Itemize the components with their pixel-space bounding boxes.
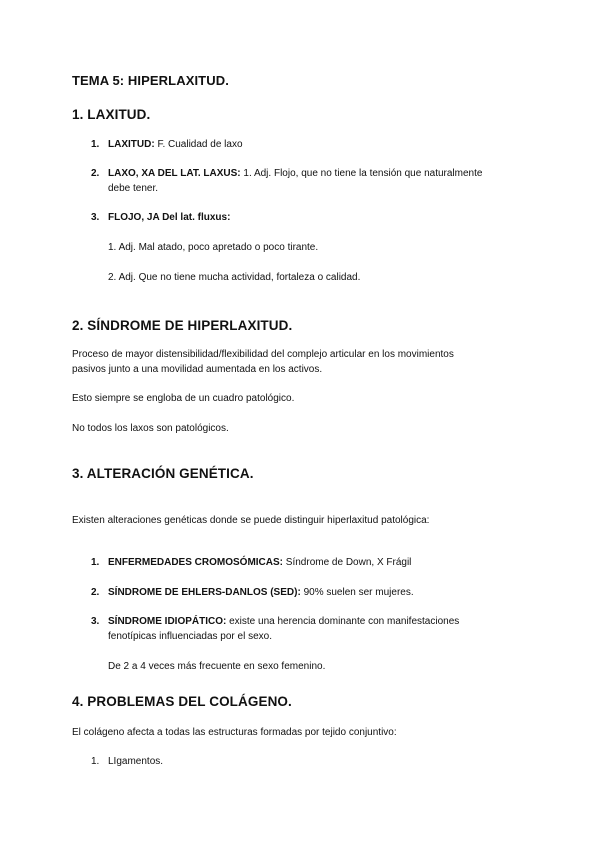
list-item [108, 137, 243, 152]
term: LAXITUD: [108, 139, 155, 150]
list-number: 1. [91, 139, 100, 150]
paragraph-line: pasivos junto a una movilidad aumentada en los activos. [72, 364, 323, 375]
list-number: 2. [91, 168, 100, 179]
list-item [108, 614, 459, 629]
term: SÍNDROME IDIOPÁTICO: [108, 616, 227, 627]
term: FLOJO, JA Del lat. fluxus: [108, 212, 231, 223]
page-title: TEMA 5: HIPERLAXITUD. [72, 73, 229, 88]
section-heading-sindrome: 2. SÍNDROME DE HIPERLAXITUD. [72, 318, 293, 333]
definition: existe una herencia dominante con manifestaciones [226, 616, 460, 627]
list-item [108, 210, 230, 225]
definition: 1. Adj. Flojo, que no tiene la tensión que naturalmente [240, 168, 483, 179]
list-item [108, 555, 411, 570]
list-number: 3. [91, 616, 100, 627]
term: LAXO, XA DEL LAT. LAXUS: [108, 168, 241, 179]
definition: 90% suelen ser mujeres. [300, 587, 414, 598]
list-item: LIgamentos. [108, 756, 164, 767]
term: ENFERMEDADES CROMOSÓMICAS: [108, 557, 284, 568]
list-item-continuation: debe tener. [108, 183, 159, 194]
paragraph: El colágeno afecta a todas las estructuras formadas por tejido conjuntivo: [72, 727, 397, 738]
section-heading-laxitud: 1. LAXITUD. [72, 107, 151, 122]
paragraph: Esto siempre se engloba de un cuadro patológico. [72, 393, 295, 404]
list-item [108, 585, 414, 600]
section-heading-alteracion: 3. ALTERACIÓN GENÉTICA. [72, 466, 254, 481]
section-heading-colageno: 4. PROBLEMAS DEL COLÁGENO. [72, 694, 292, 709]
paragraph: No todos los laxos son patológicos. [72, 423, 229, 434]
list-number: 1. [91, 557, 100, 568]
sub-list-item: 2. Adj. Que no tiene mucha actividad, fortaleza o calidad. [108, 272, 361, 283]
definition: Síndrome de Down, X Frágil [283, 557, 412, 568]
sub-list-item: 1. Adj. Mal atado, poco apretado o poco tirante. [108, 242, 319, 253]
paragraph: Existen alteraciones genéticas donde se puede distinguir hiperlaxitud patológica: [72, 515, 430, 526]
list-note: De 2 a 4 veces más frecuente en sexo femenino. [108, 661, 326, 672]
list-item-continuation: fenotípicas influenciadas por el sexo. [108, 631, 272, 642]
paragraph-line: Proceso de mayor distensibilidad/flexibilidad del complejo articular en los movimientos [72, 349, 454, 360]
term: SÍNDROME DE EHLERS-DANLOS (SED): [108, 587, 301, 598]
list-item [108, 166, 482, 181]
list-number: 3. [91, 212, 100, 223]
list-number: 1. [91, 756, 100, 767]
list-number: 2. [91, 587, 100, 598]
definition: F. Cualidad de laxo [154, 139, 243, 150]
